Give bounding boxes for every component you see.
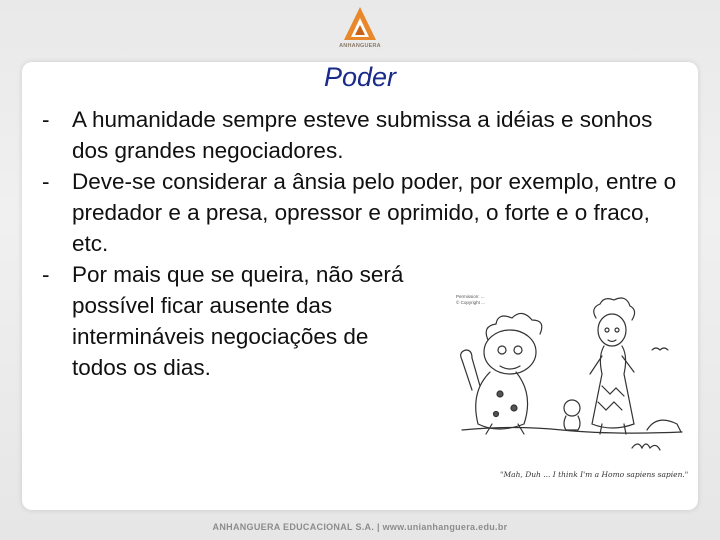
slide-title: Poder: [323, 62, 397, 92]
bullet-marker: -: [42, 169, 50, 194]
bullet-item: [42, 104, 682, 166]
cartoon-credit: Permission: ... © Copyright ...: [456, 294, 485, 305]
bullet-text: Por mais que se queira, não será possível ficar ausente das intermináveis negociações de todos os dias.: [72, 262, 404, 380]
bullet-item: [42, 259, 417, 383]
bullet-marker: -: [42, 262, 50, 287]
anhanguera-logo: [330, 6, 390, 56]
bullet-marker: -: [42, 107, 50, 132]
bullet-text: Deve-se considerar a ânsia pelo poder, por exemplo, entre o predador e a presa, opressor e oprimido, o forte e o fraco, etc.: [72, 169, 677, 256]
caveman-cartoon-image: [452, 290, 692, 490]
cartoon-caption: "Mah, Duh ... I think I'm a Homo sapiens sapien.": [500, 470, 689, 479]
bullet-text: A humanidade sempre esteve submissa a idéias e sonhos dos grandes negociadores.: [72, 107, 653, 163]
footer-text: ANHANGUERA EDUCACIONAL S.A. | www.unianhanguera.edu.br: [212, 522, 508, 532]
logo-text: ANHANGUERA: [339, 43, 381, 49]
triangle-logo-icon: [343, 6, 377, 42]
bullet-item: [42, 166, 682, 259]
